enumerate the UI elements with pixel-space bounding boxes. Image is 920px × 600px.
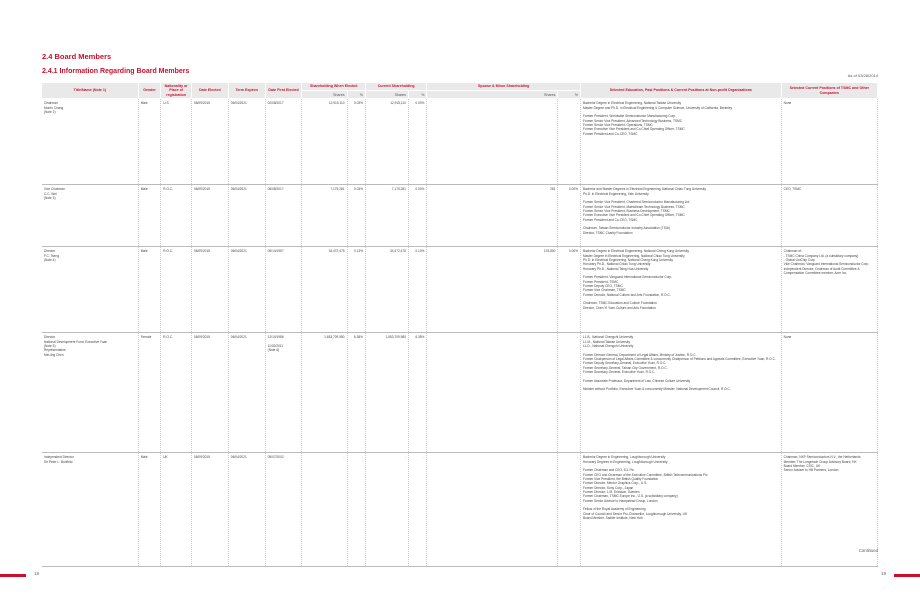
cell-spouse-pct: - [558,99,581,185]
cell-title-name: Director F.C. Tseng (Note 4) [42,247,138,333]
cell-spouse-pct: - [558,453,581,567]
cell-education: LL.B., National Chengchi University LL.M., National Taiwan University LL.D., National Chengchi University Former Director General, Department of Legal Affairs, Ministry of Justice, R.O.C. Former Chairperson of Legal Affairs Committee & concurrently Chairperson of Petitions and Appeals Committee, Executive Yuan, R.O.C. Former Deputy Secretary-General, Executive Yuan, R.O.C. Former Secretary-General, Tainan City Government, R.O.C. Former Secretary-General, Executive Yuan, R.O.C. Former Associate Professor, Department of Law, Chinese Culture University Minister without Portfolio, Executive Yuan & concurrently Minister, National Development Council, R.O.C. [580,333,781,453]
header-pct: % [347,91,365,99]
continued-note: Continued [858,548,878,553]
cell-gender: Male [138,185,161,247]
subsection-title: 2.4.1 Information Regarding Board Members [42,68,190,75]
table-row [42,99,878,185]
cell-education: Bachelor Degree in Electrical Engineering, National Cheng Kung University Master Degree in Electrical Engineering, National Chiao Tung University Ph.D. in Electrical Engineering, National Cheng Kung University Honorary Ph.D., National Chiao Tung University Honorary Ph.D., National Tsing Hua University Former President, Vanguard International Semiconductor Corp. Former President, TSMC Former Deputy CEO, TSMC Former Vice Chairman, TSMC Former Director, National Culture and Arts Foundation, R.O.C. Chairman, TSMC Education and Culture Foundation Director, Chen-Yi Yuen Culture and Arts Foundation [580,247,781,333]
cell-title-name: Vice Chairman C.C. Wei (Note 3) [42,185,138,247]
cell-education: Bachelor and Master Degrees in Electrical Engineering, National Chiao Tung University Ph.D. in Electrical Engineering, Yale University Former Senior Vice President, Chartered Semiconductor Manufacturing Ltd. Former Senior Vice President, Mainstream Technology Business, TSMC Former Senior Vice President, Business Development, TSMC Former Executive Vice President and Co-Chief Operating Officer, TSMC Former President and Co-CEO, TSMC Chairman, Taiwan Semiconductor Industry Association (TSIA) Director, TSMC Charity Foundation [580,185,781,247]
cell-title-name: Independent Director Sir Peter L. Bonfield [42,453,138,567]
cell-pct-when-elected: 0.13% [347,247,365,333]
page-number-right: 19 [880,571,886,576]
cell-date-first-elected: 05/14/1997 [265,247,302,333]
table-row [42,333,878,453]
cell-spouse-pct: 0.00% [558,247,581,333]
cell-date-elected: 06/09/2015 [191,453,228,567]
cell-term-expires: 06/04/2021 [228,185,265,247]
cell-spouse-shares: 133,800 [427,247,558,333]
cell-education: Bachelor Degree in Engineering, Loughborough University Honorary Degrees in Engineering, Loughborough University Former Chairman and CEO, ICL Plc. Former CEO and Chairman of the Executive Committee, British Telecommunications Plc Former Vice President, the British Quality Foundation Former Director, Mentor Graphics Corp., U.S. Former Director, Sony Corp., Japan Former Director, L.M. Ericsson, Sweden Former Chairman, TSMC Europe Inc., U.S. (a subsidiary company) Former Senior Advisor to Hampstead Group, London Fellow of the Royal Academy of Engineering Chair of Council and Senior Pro-Chancellor, Loughborough University, UK Board Member, Sadlier Institute, New York [580,453,781,567]
cell-spouse-pct: - [558,333,581,453]
cell-current-positions: None [781,99,877,185]
cell-date-elected: 06/09/2015 [191,99,228,185]
cell-date-first-elected: 02/08/2017 [265,99,302,185]
header-gender: Gender [138,83,161,99]
cell-current-shares: - [365,453,408,567]
left-accent-bar [0,574,26,577]
cell-current-shares: 1,653,709,980 [365,333,408,453]
cell-current-positions: None [781,333,877,453]
cell-nationality: R.O.C. [161,247,192,333]
cell-spouse-shares: 281 [427,185,558,247]
cell-current-pct: 0.03% [408,185,426,247]
cell-gender: Male [138,99,161,185]
cell-nationality: R.O.C. [161,333,192,453]
cell-date-elected: 06/09/2015 [191,333,228,453]
table-row [42,453,878,567]
table-row [42,185,878,247]
header-shares: Shares [365,91,408,99]
cell-pct-when-elected: - [347,453,365,567]
cell-pct-when-elected: 6.38% [347,333,365,453]
cell-date-first-elected: 12/10/1986 11/02/2011 (Note 6) [265,333,302,453]
header-date-elected: Date Elected [191,83,228,99]
cell-shares-when-elected: 1,653,709,980 [302,333,347,453]
cell-nationality: UK [161,453,192,567]
cell-spouse-shares: - [427,453,558,567]
header-spouse-minor-shareholding: Spouse & Minor Shareholding [427,83,581,91]
header-title-name: Title/Name (Note 1) [42,83,138,99]
section-title: 2.4 Board Members [42,52,112,61]
cell-current-shares: 12,915,110 [365,99,408,185]
header-shares: Shares [427,91,558,99]
cell-nationality: R.O.C. [161,185,192,247]
cell-spouse-shares: - [427,333,558,453]
cell-term-expires: 06/04/2021 [228,453,265,567]
header-current-shareholding: Current Shareholding [365,83,426,91]
right-accent-bar [894,574,920,577]
header-term-expires: Term Expires [228,83,265,99]
cell-current-pct: 0.13% [408,247,426,333]
as-of-date: As of 03/28/2014 [847,73,878,78]
cell-gender: Male [138,453,161,567]
header-education: Selected Education, Past Positions & Current Positions at Non-profit Organizations [580,83,781,99]
cell-shares-when-elected: - [302,453,347,567]
cell-title-name: Director National Development Fund, Executive Yuan (Note 5) Representative: Mei-ling Chen [42,333,138,453]
cell-current-shares: 7,175,281 [365,185,408,247]
cell-term-expires: 06/04/2021 [228,99,265,185]
cell-spouse-shares: - [427,99,558,185]
cell-shares-when-elected: 12,915,110 [302,99,347,185]
header-nationality: Nationality or Place of registration [161,83,192,99]
cell-current-positions: CEO, TSMC [781,185,877,247]
cell-current-shares: 34,472,475 [365,247,408,333]
cell-gender: Male [138,247,161,333]
cell-date-first-elected: 06/08/2017 [265,185,302,247]
cell-current-positions: Chairman, NXP Semiconductors N.V., the Netherlands Member, The Longreach Group Advisory Board, HK Board Member, CSIC, UK Senior Adviser to Hill Partners, London [781,453,877,567]
cell-date-elected: 06/09/2015 [191,185,228,247]
header-shareholding-when-elected: Shareholding When Elected [302,83,365,91]
table-row [42,247,878,333]
cell-current-pct: - [408,453,426,567]
board-members-table [42,83,878,567]
cell-date-first-elected: 05/07/2002 [265,453,302,567]
cell-title-name: Chairman Morris Chang (Note 2) [42,99,138,185]
cell-date-elected: 06/09/2015 [191,247,228,333]
cell-term-expires: 06/04/2021 [228,247,265,333]
cell-current-pct: 6.38% [408,333,426,453]
cell-current-positions: Chairman of: - TSMC China Company Ltd. (a subsidiary company) - Global UniChip Corp. Vice Chairman, Vanguard International Semiconductor Corp. Independent Director, Chairman of Audit Committee & Compensation Committee member, Acer Inc. [781,247,877,333]
cell-shares-when-elected: 34,472,475 [302,247,347,333]
cell-pct-when-elected: 0.03% [347,99,365,185]
cell-nationality: U.S. [161,99,192,185]
cell-spouse-pct: 0.00% [558,185,581,247]
page-number-left: 18 [34,571,40,576]
header-pct: % [408,91,426,99]
header-current-positions: Selected Current Positions of TSMC and Other Companies [781,83,877,99]
cell-current-pct: 0.03% [408,99,426,185]
cell-pct-when-elected: 0.03% [347,185,365,247]
header-shares: Shares [302,91,347,99]
header-date-first-elected: Date First Elected [265,83,302,99]
cell-term-expires: 06/04/2021 [228,333,265,453]
cell-gender: Female [138,333,161,453]
cell-shares-when-elected: 7,175,281 [302,185,347,247]
header-pct: % [558,91,581,99]
cell-education: Bachelor Degree in Electrical Engineering, National Taiwan University Master Degree and Ph.D. in Electrical Engineering & Computer Science, University of California, Berkeley Former President, Worldwide Semiconductor Manufacturing Corp. Former Senior Vice President, Advanced Technology Business, TSMC Former Senior Vice President, Operations, TSMC Former Executive Vice President and Co-Chief Operating Officer, TSMC Former President and Co-CEO, TSMC [580,99,781,185]
